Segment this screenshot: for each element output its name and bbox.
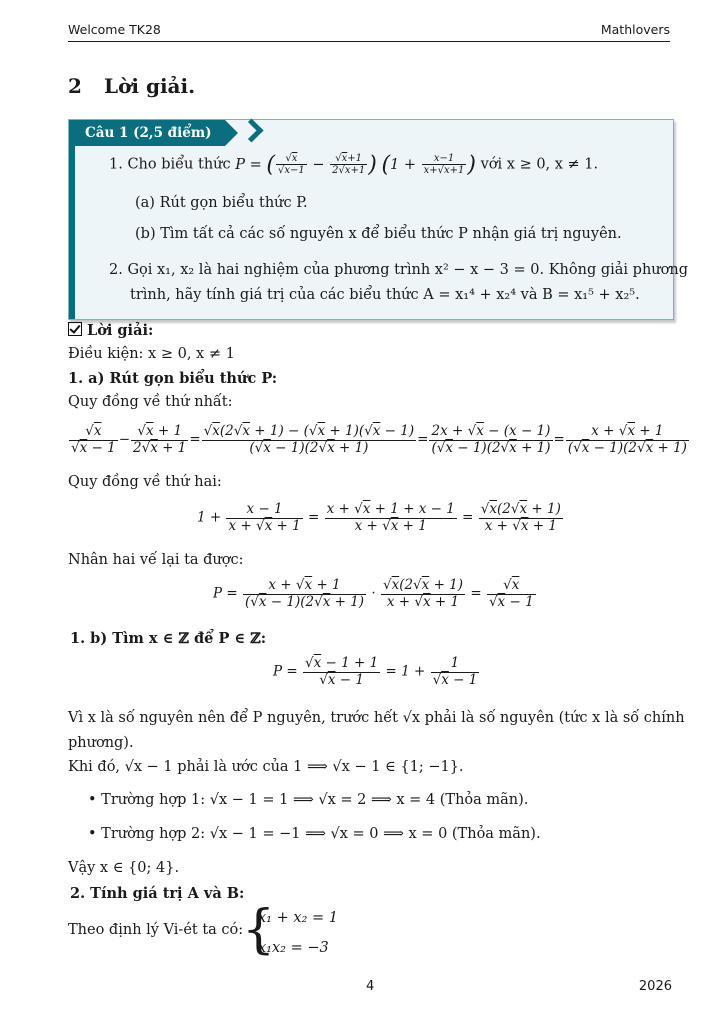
equation-3: P = $\frac{x + √x + 1}{(√x - 1)(2√x + 1)}$ · $\frac{√x(2√x + 1)}{x + √x + 1}$ = $\frac{√x}{√x - 1}$ bbox=[213, 577, 534, 610]
exercise-tag: Câu 1 (2,5 điểm) bbox=[69, 120, 225, 146]
left-brace: { bbox=[242, 900, 276, 960]
vieta-product: x₁x₂ = −3 bbox=[258, 940, 329, 956]
equation-4: P = $\frac{√x - 1 + 1}{√x - 1}$ = 1 + $\frac{1}{√x - 1}$ bbox=[273, 655, 478, 688]
page-number: 4 bbox=[366, 979, 375, 994]
chevron-right-icon bbox=[239, 118, 263, 142]
conclusion: Vậy x ∈ {0; 4}. bbox=[68, 860, 180, 876]
case-2: • Trường hợp 2: √x − 1 = −1 ⟹ √x = 0 ⟹ x = 0 (Thỏa mãn). bbox=[88, 826, 541, 842]
question-1a: (a) Rút gọn biểu thức P. bbox=[135, 195, 308, 211]
part-2-title: 2. Tính giá trị A và B: bbox=[70, 885, 245, 902]
box-accent-bar bbox=[69, 120, 75, 319]
footer-year: 2026 bbox=[638, 979, 672, 994]
case-1: • Trường hợp 1: √x − 1 = 1 ⟹ √x = 2 ⟹ x = 4 (Thỏa mãn). bbox=[88, 792, 529, 808]
reason-line3: Khi đó, √x − 1 phải là ước của 1 ⟹ √x − 1 ∈ {1; −1}. bbox=[68, 759, 464, 775]
header-rule bbox=[68, 41, 670, 42]
checkbox-icon bbox=[68, 322, 82, 336]
q1-suffix: với x ≥ 0, x ≠ 1. bbox=[480, 156, 599, 173]
step1-label: Quy đồng về thứ nhất: bbox=[68, 394, 233, 410]
q1-prefix: 1. Cho biểu thức bbox=[109, 156, 231, 173]
condition: Điều kiện: x ≥ 0, x ≠ 1 bbox=[68, 346, 235, 362]
question-1b: (b) Tìm tất cả các số nguyên x để biểu thức P nhận giá trị nguyên. bbox=[135, 226, 622, 242]
section-number: 2 bbox=[68, 74, 82, 98]
solution-heading: Lời giải: bbox=[68, 322, 153, 339]
step3-label: Nhân hai vế lại ta được: bbox=[68, 552, 244, 568]
part-b-title: 1. b) Tìm x ∈ ℤ để P ∈ ℤ: bbox=[70, 630, 267, 647]
question-2-line2: trình, hãy tính giá trị của các biểu thức A = x₁⁴ + x₂⁴ và B = x₁⁵ + x₂⁵. bbox=[130, 287, 640, 303]
section-heading: Lời giải. bbox=[104, 74, 196, 98]
reason-line2: phương). bbox=[68, 735, 134, 751]
equation-1: $\frac{√x}{√x - 1}$ − $\frac{√x + 1}{2√x + 1}$ = $\frac{√x(2√x + 1) - (√x + 1)(√x - 1)}{(√x - 1)(2√x + 1)}$ = $\frac{2x + √x - (x - 1)}{(√x - 1)(2√x + 1)}$ = $\frac{x + √x + 1}{(√x - 1)(2√x + 1)}$ bbox=[71, 423, 687, 456]
question-2-line1: 2. Gọi x₁, x₂ là hai nghiệm của phương trình x² − x − 3 = 0. Không giải phương bbox=[109, 262, 688, 278]
vieta-label: Theo định lý Vi-ét ta có: bbox=[68, 922, 244, 938]
vieta-sum: x₁ + x₂ = 1 bbox=[258, 910, 338, 926]
part-a-title: 1. a) Rút gọn biểu thức P: bbox=[68, 370, 278, 387]
step2-label: Quy đồng về thứ hai: bbox=[68, 474, 222, 490]
header-left: Welcome TK28 bbox=[68, 22, 161, 37]
reason-line1: Vì x là số nguyên nên để P nguyên, trước hết √x phải là số nguyên (tức x là số chính bbox=[68, 710, 685, 726]
header-right: Mathlovers bbox=[600, 22, 670, 37]
q1-formula: P = ( $\frac{√x}{√x-1}$ − $\frac{√x+1}{2√x+1}$ ) (1 + $\frac{x-1}{x+√x+1}$ ) bbox=[235, 152, 476, 177]
section-title bbox=[68, 74, 195, 98]
question-1 bbox=[109, 152, 598, 177]
exercise-box bbox=[68, 119, 688, 320]
equation-2: 1 + $\frac{x - 1}{x + √x + 1}$ = $\frac{x + √x + 1 + x - 1}{x + √x + 1}$ = $\frac{√x(2√x + 1)}{x + √x + 1}$ bbox=[197, 501, 561, 534]
